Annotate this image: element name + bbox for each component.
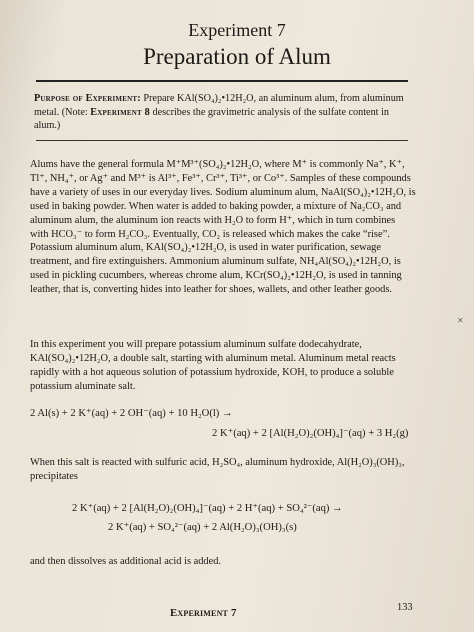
- purpose-text: Prepare KAl(SO₄)₂•12H₂O, an aluminum alum, from aluminum metal. (Note:: [34, 93, 404, 118]
- paragraph-dissolves: and then dissolves as additional acid is added.: [30, 556, 222, 567]
- paragraph-sulfuric-acid: When this salt is reacted with sulfuric acid, H₂SO₄, aluminum hydroxide, Al(H₂O)₃(OH)₃, precipitates: [30, 457, 405, 482]
- running-footer: Experiment 7: [170, 607, 237, 619]
- equation-1-line-1: 2 Al(s) + 2 K⁺(aq) + 2 OH⁻(aq) + 10 H₂O(l) →: [30, 408, 233, 419]
- equation-1-line-2: 2 K⁺(aq) + 2 [Al(H₂O)₂(OH)₄]⁻(aq) + 3 H₂(g): [212, 428, 409, 439]
- purpose-box: [34, 92, 414, 133]
- page-number: 133: [397, 602, 413, 613]
- purpose-note-label: Experiment 8: [90, 106, 150, 118]
- purpose-top-rule: [36, 80, 408, 82]
- equation-2-line-2: 2 K⁺(aq) + SO₄²⁻(aq) + 2 Al(H₂O)₃(OH)₃(s): [108, 522, 297, 533]
- page-title: Preparation of Alum: [143, 44, 331, 69]
- chapter-heading: Experiment 7: [188, 20, 286, 40]
- purpose-bottom-rule: [36, 140, 408, 141]
- paragraph-alums-intro: Alums have the general formula M⁺M³⁺(SO₄)₂•12H₂O, where M⁺ is commonly Na⁺, K⁺, Tl⁺, NH₄⁺, or Ag⁺ and M³⁺ is Al³⁺, Fe³⁺, Cr³⁺, Ti³⁺, or Co³⁺. Samples of these compounds have a variety of uses in our everyday lives. Sodium aluminum alum, NaAl(SO₄)₂•12H₂O, is used in baking powder. When water is added to baking powder, a mixture of Na₂CO₃ and aluminum alum, the aluminum ion reacts with H₂O to form H⁺, which in turn combines with HCO₃⁻ to form H₂CO₃. Eventually, CO₂ is released which makes the cake “rise”. Potassium aluminum alum, KAl(SO₄)₂•12H₂O, is used in water purification, sewage treatment, and fire extinguishers. Ammonium aluminum sulfate, NH₄Al(SO₄)₂•12H₂O, is used in pickling cucumbers, whereas chrome alum, KCr(SO₄)₂•12H₂O, is used in tanning leather, that is, converting hides into leather for shoes, wallets, and other leather goods.: [30, 159, 416, 296]
- margin-mark-icon: ✕: [457, 316, 464, 325]
- purpose-label: Purpose of Experiment:: [34, 93, 141, 104]
- equation-2-line-1: 2 K⁺(aq) + 2 [Al(H₂O)₂(OH)₄]⁻(aq) + 2 H⁺(aq) + SO₄²⁻(aq) →: [72, 503, 343, 514]
- purpose-note-text: describes the gravimetric analysis of the sulfate content in alum.): [34, 106, 389, 131]
- paragraph-experiment-overview: In this experiment you will prepare potassium aluminum sulfate dodecahydrate, KAl(SO₄)₂•12H₂O, a double salt, starting with aluminum metal. Aluminum metal reacts rapidly with a hot aqueous solution of potassium hydroxide, KOH, to produce a soluble potassium aluminate salt.: [30, 339, 396, 392]
